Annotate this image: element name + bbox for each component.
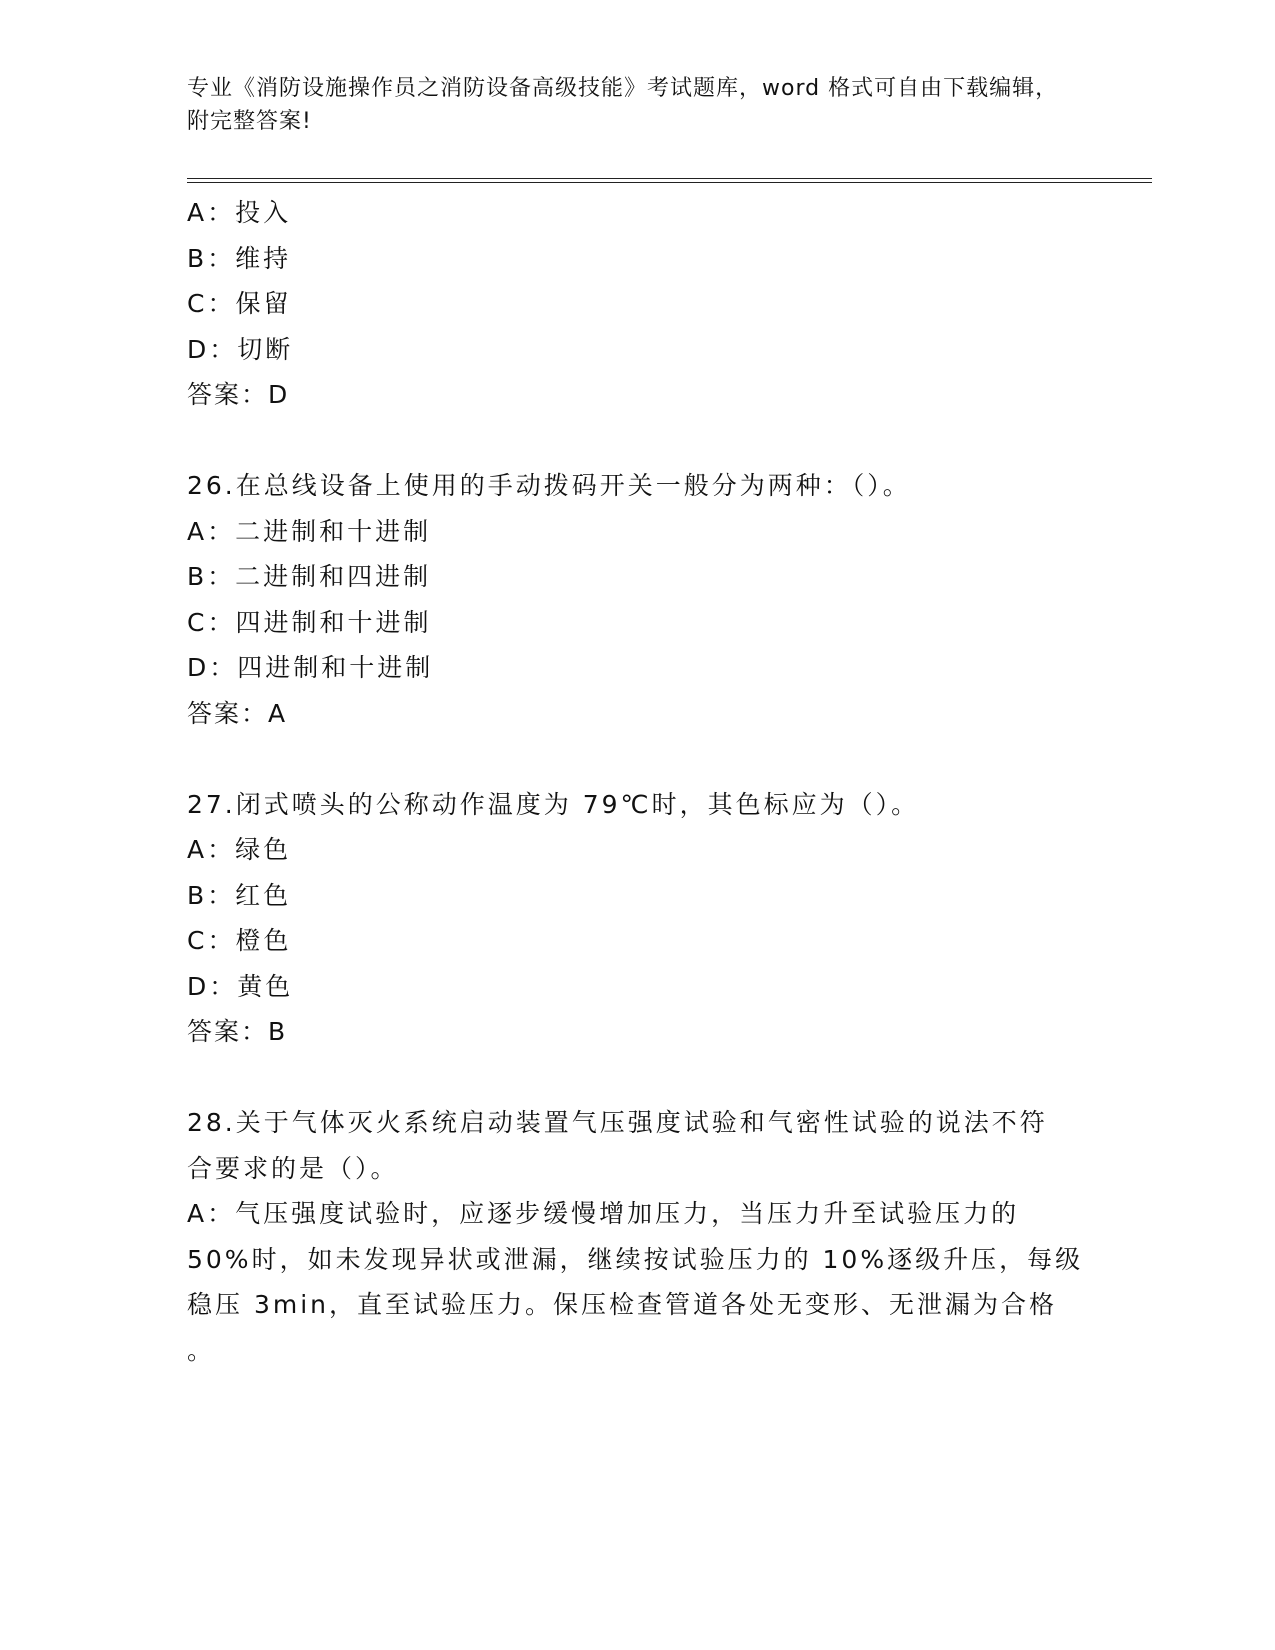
- option-c: C：保留: [187, 289, 292, 318]
- answer: 答案：D: [187, 380, 290, 409]
- document-header: 专业《消防设施操作员之消防设备高级技能》考试题库，word 格式可自由下载编辑，附完整答案!: [187, 76, 1059, 134]
- spacer: [187, 736, 1077, 782]
- option-a: A：二进制和十进制: [187, 516, 432, 546]
- option-c: C：四进制和十进制: [187, 607, 432, 637]
- option-d: D：切断: [187, 334, 294, 364]
- question-list: [187, 190, 1084, 1373]
- option-a-line-4: 。: [187, 1335, 216, 1365]
- answer: 答案：B: [187, 1017, 288, 1046]
- option-c: C：橙色: [187, 926, 292, 955]
- option-b: B：二进制和四进制: [187, 562, 432, 591]
- option-a-line-1: A：气压强度试验时，应逐步缓慢增加压力，当压力升至试验压力的: [187, 1199, 1020, 1228]
- option-a-line-2: 50%时，如未发现异状或泄漏，继续按试验压力的 10%逐级升压，每级: [187, 1244, 1084, 1274]
- spacer: [187, 1055, 1077, 1101]
- option-b: B：维持: [187, 243, 292, 273]
- option-d: D：黄色: [187, 971, 294, 1001]
- question-27: [187, 782, 1077, 1055]
- question-28: [187, 1100, 1084, 1373]
- question-text: 27.闭式喷头的公称动作温度为 79℃时，其色标应为（）。: [187, 789, 920, 819]
- question-text-line-2: 合要求的是（）。: [187, 1153, 399, 1183]
- option-a-line-3: 稳压 3min，直至试验压力。保压检查管道各处无变形、无泄漏为合格: [187, 1290, 1057, 1319]
- option-b: B：红色: [187, 880, 292, 910]
- option-a: A：投入: [187, 198, 292, 227]
- question-25: [187, 190, 1077, 418]
- option-a: A：绿色: [187, 835, 292, 864]
- header-divider-top: [187, 178, 1152, 179]
- question-26: [187, 463, 1077, 736]
- spacer: [187, 418, 1077, 464]
- answer: 答案：A: [187, 698, 288, 728]
- question-text-line-1: 28.关于气体灭火系统启动装置气压强度试验和气密性试验的说法不符: [187, 1108, 1048, 1137]
- question-text: 26.在总线设备上使用的手动拨码开关一般分为两种：（）。: [187, 471, 911, 500]
- option-d: D：四进制和十进制: [187, 653, 434, 682]
- header-divider-bottom: [187, 182, 1152, 183]
